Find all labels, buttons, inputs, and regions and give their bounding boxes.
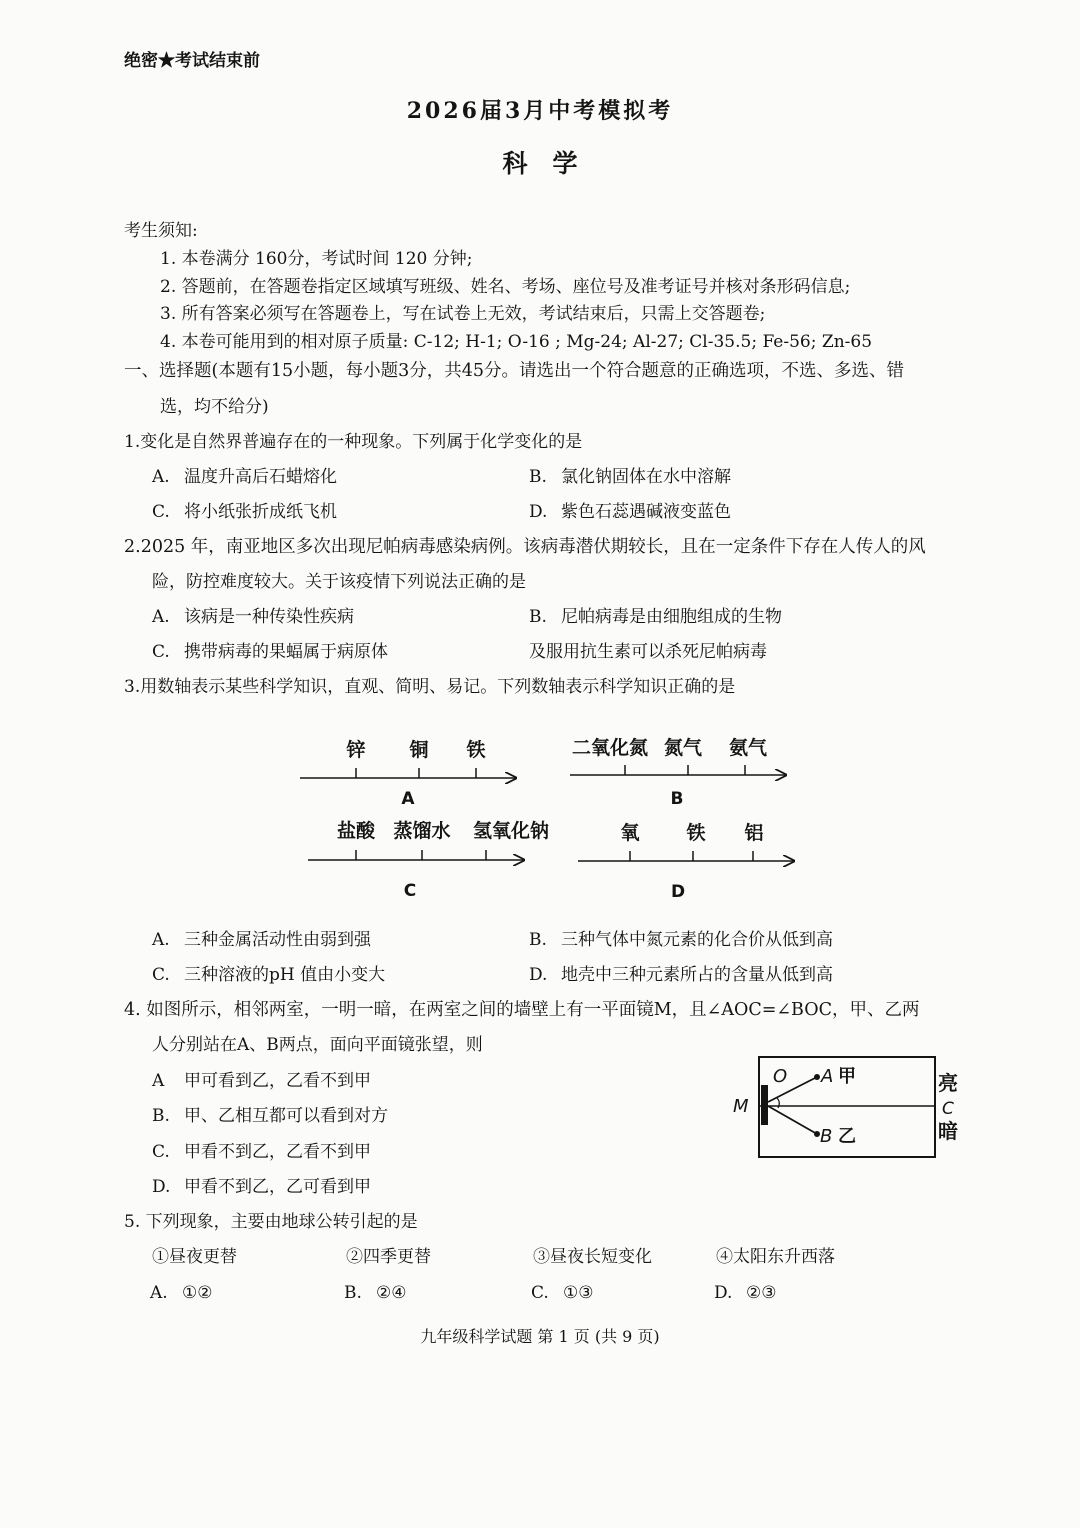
option-letter: C.	[152, 965, 170, 985]
option-text: 携带病毒的果蝠属于病原体	[184, 642, 388, 662]
q2-option-a	[152, 606, 354, 628]
q5-option-c	[531, 1282, 593, 1304]
q1-option-c	[152, 501, 337, 523]
option-letter: C.	[152, 1142, 170, 1162]
q5-item: ①昼夜更替	[152, 1247, 237, 1267]
notice-heading: 考生须知:	[124, 221, 198, 241]
option-text: 该病是一种传染性疾病	[184, 607, 354, 627]
axis-c	[308, 819, 549, 901]
q4-option-d	[152, 1176, 371, 1198]
question-3-stem: 3.用数轴表示某些科学知识，直观、简明、易记。下列数轴表示科学知识正确的是	[124, 677, 736, 697]
option-text: 三种金属活动性由弱到强	[184, 930, 371, 950]
option-letter: C.	[531, 1283, 549, 1303]
subject-title: 科 学	[502, 149, 578, 178]
q2-option-c	[152, 641, 388, 663]
axis-label: 铝	[744, 822, 764, 844]
exam-title: 2026届3月中考模拟考	[406, 98, 674, 124]
option-letter: A.	[152, 930, 170, 950]
q5-item: ②四季更替	[346, 1247, 431, 1267]
notice-item: 3. 所有答案必须写在答题卷上，写在试卷上无效，考试结束后，只需上交答题卷;	[160, 304, 766, 324]
option-letter: A	[152, 1071, 165, 1091]
option-text: 甲可看到乙，乙看不到甲	[184, 1071, 371, 1091]
notice-item: 2. 答题前，在答题卷指定区域填写班级、姓名、考场、座位号及准考证号并核对条形码信息;	[160, 277, 851, 297]
option-letter: B.	[529, 607, 547, 627]
mirror-m	[761, 1085, 768, 1125]
q3-option-a	[152, 929, 371, 951]
axis-label: 铁	[686, 822, 706, 844]
option-letter: D.	[529, 502, 548, 522]
option-letter: C.	[152, 502, 170, 522]
question-2-stem: 2.2025 年，南亚地区多次出现尼帕病毒感染病例。该病毒潜伏期较长，且在一定条件下存在人传人的风	[124, 537, 926, 557]
question-1-stem: 1.变化是自然界普遍存在的一种现象。下列属于化学变化的是	[124, 432, 583, 452]
point-a	[814, 1074, 820, 1080]
option-text: 及服用抗生素可以杀死尼帕病毒	[529, 642, 767, 662]
ray-ob	[768, 1106, 817, 1134]
label-o: O	[773, 1066, 788, 1087]
option-text: 三种溶液的pH 值由小变大	[184, 965, 386, 985]
option-text: 甲看不到乙，乙可看到甲	[184, 1177, 371, 1197]
axis-label: 氧	[620, 822, 640, 844]
option-letter: D.	[152, 1177, 171, 1197]
notice-item: 4. 本卷可能用到的相对原子质量: C-12; H-1; O-16 ; Mg-24; Al-27; Cl-35.5; Fe-56; Zn-65	[160, 332, 873, 352]
q5-item: ④太阳东升西落	[716, 1247, 835, 1267]
option-text: 氯化钠固体在水中溶解	[561, 467, 731, 487]
option-text: ②④	[376, 1283, 407, 1303]
option-text: 紫色石蕊遇碱液变蓝色	[561, 502, 731, 522]
axis-b	[570, 736, 786, 809]
axis-label: 盐酸	[336, 820, 376, 842]
q4-mirror-figure	[725, 1052, 975, 1162]
axis-label: 氮气	[663, 737, 703, 759]
q3-option-c	[152, 964, 385, 986]
option-text: 地壳中三种元素所占的含量从低到高	[561, 965, 833, 985]
q4-option-c	[152, 1141, 371, 1163]
label-b: B	[820, 1126, 833, 1147]
option-text: 将小纸张折成纸飞机	[184, 502, 337, 522]
axis-label: 铜	[409, 739, 429, 761]
question-4-stem: 4. 如图所示，相邻两室，一明一暗，在两室之间的墙壁上有一平面镜M，且∠AOC=∠BOC，甲、乙两	[124, 1000, 920, 1020]
label-dark: 暗	[938, 1119, 958, 1143]
q4-option-a	[152, 1070, 371, 1092]
label-m: M	[733, 1096, 749, 1117]
label-bright: 亮	[938, 1071, 958, 1095]
axis-label: 氨气	[728, 737, 768, 759]
axis-label: 铁	[466, 739, 486, 761]
option-letter: C.	[152, 642, 170, 662]
question-4-stem-cont: 人分别站在A、B两点，面向平面镜张望，则	[152, 1035, 483, 1055]
option-text: ①②	[182, 1283, 213, 1303]
section-heading: 一、选择题(本题有15小题，每小题3分，共45分。请选出一个符合题意的正确选项，不选、多选、错	[124, 361, 904, 381]
q4-option-b	[152, 1105, 388, 1127]
axis-label: 二氧化氮	[571, 737, 649, 759]
option-letter: A.	[150, 1283, 168, 1303]
q5-option-d	[714, 1282, 776, 1304]
axis-a	[300, 738, 516, 809]
option-letter: B.	[152, 1106, 170, 1126]
q5-option-a	[150, 1282, 212, 1304]
axis-d	[578, 821, 794, 902]
option-letter: A.	[152, 607, 170, 627]
label-jia: 甲	[838, 1066, 856, 1087]
q3-option-b	[529, 929, 833, 951]
q1-option-a	[152, 466, 337, 488]
label-c: C	[942, 1099, 954, 1119]
option-letter: A.	[152, 467, 170, 487]
axis-caption: D	[670, 882, 686, 902]
label-yi: 乙	[838, 1126, 856, 1147]
question-5-stem: 5. 下列现象，主要由地球公转引起的是	[124, 1212, 418, 1232]
option-letter: B.	[529, 930, 547, 950]
option-text: 三种气体中氮元素的化合价从低到高	[561, 930, 833, 950]
option-text: ②③	[746, 1283, 777, 1303]
q5-item: ③昼夜长短变化	[533, 1247, 652, 1267]
q1-option-d	[529, 501, 731, 523]
axis-label: 氢氧化钠	[472, 820, 550, 842]
option-text: 温度升高后石蜡熔化	[184, 467, 337, 487]
confidential-label: 绝密★考试结束前	[124, 51, 260, 71]
q3-option-d	[529, 964, 833, 986]
question-2-stem-cont: 险，防控难度较大。关于该疫情下列说法正确的是	[152, 572, 526, 592]
page-footer: 九年级科学试题 第 1 页 (共 9 页)	[420, 1327, 660, 1346]
option-text: 尼帕病毒是由细胞组成的生物	[561, 607, 782, 627]
axis-caption: B	[670, 789, 684, 809]
axis-caption: C	[403, 881, 417, 901]
option-text: 甲、乙相互都可以看到对方	[184, 1106, 388, 1126]
option-text: ①③	[563, 1283, 594, 1303]
option-text: 甲看不到乙，乙看不到甲	[184, 1142, 371, 1162]
axis-caption: A	[401, 789, 415, 809]
label-a: A	[821, 1066, 834, 1087]
option-letter: B.	[529, 467, 547, 487]
q1-option-b	[529, 466, 731, 488]
q2-option-d	[529, 641, 767, 663]
axis-label: 蒸馏水	[393, 820, 451, 842]
option-letter: D.	[714, 1283, 733, 1303]
q2-option-b	[529, 606, 782, 628]
option-letter: B.	[344, 1283, 362, 1303]
q5-option-b	[344, 1282, 406, 1304]
option-letter: D.	[529, 965, 548, 985]
axis-label: 锌	[346, 739, 366, 761]
q3-number-axes	[0, 720, 1080, 910]
notice-item: 1. 本卷满分 160分，考试时间 120 分钟;	[160, 249, 473, 269]
section-heading-cont: 选，均不给分)	[160, 397, 269, 417]
